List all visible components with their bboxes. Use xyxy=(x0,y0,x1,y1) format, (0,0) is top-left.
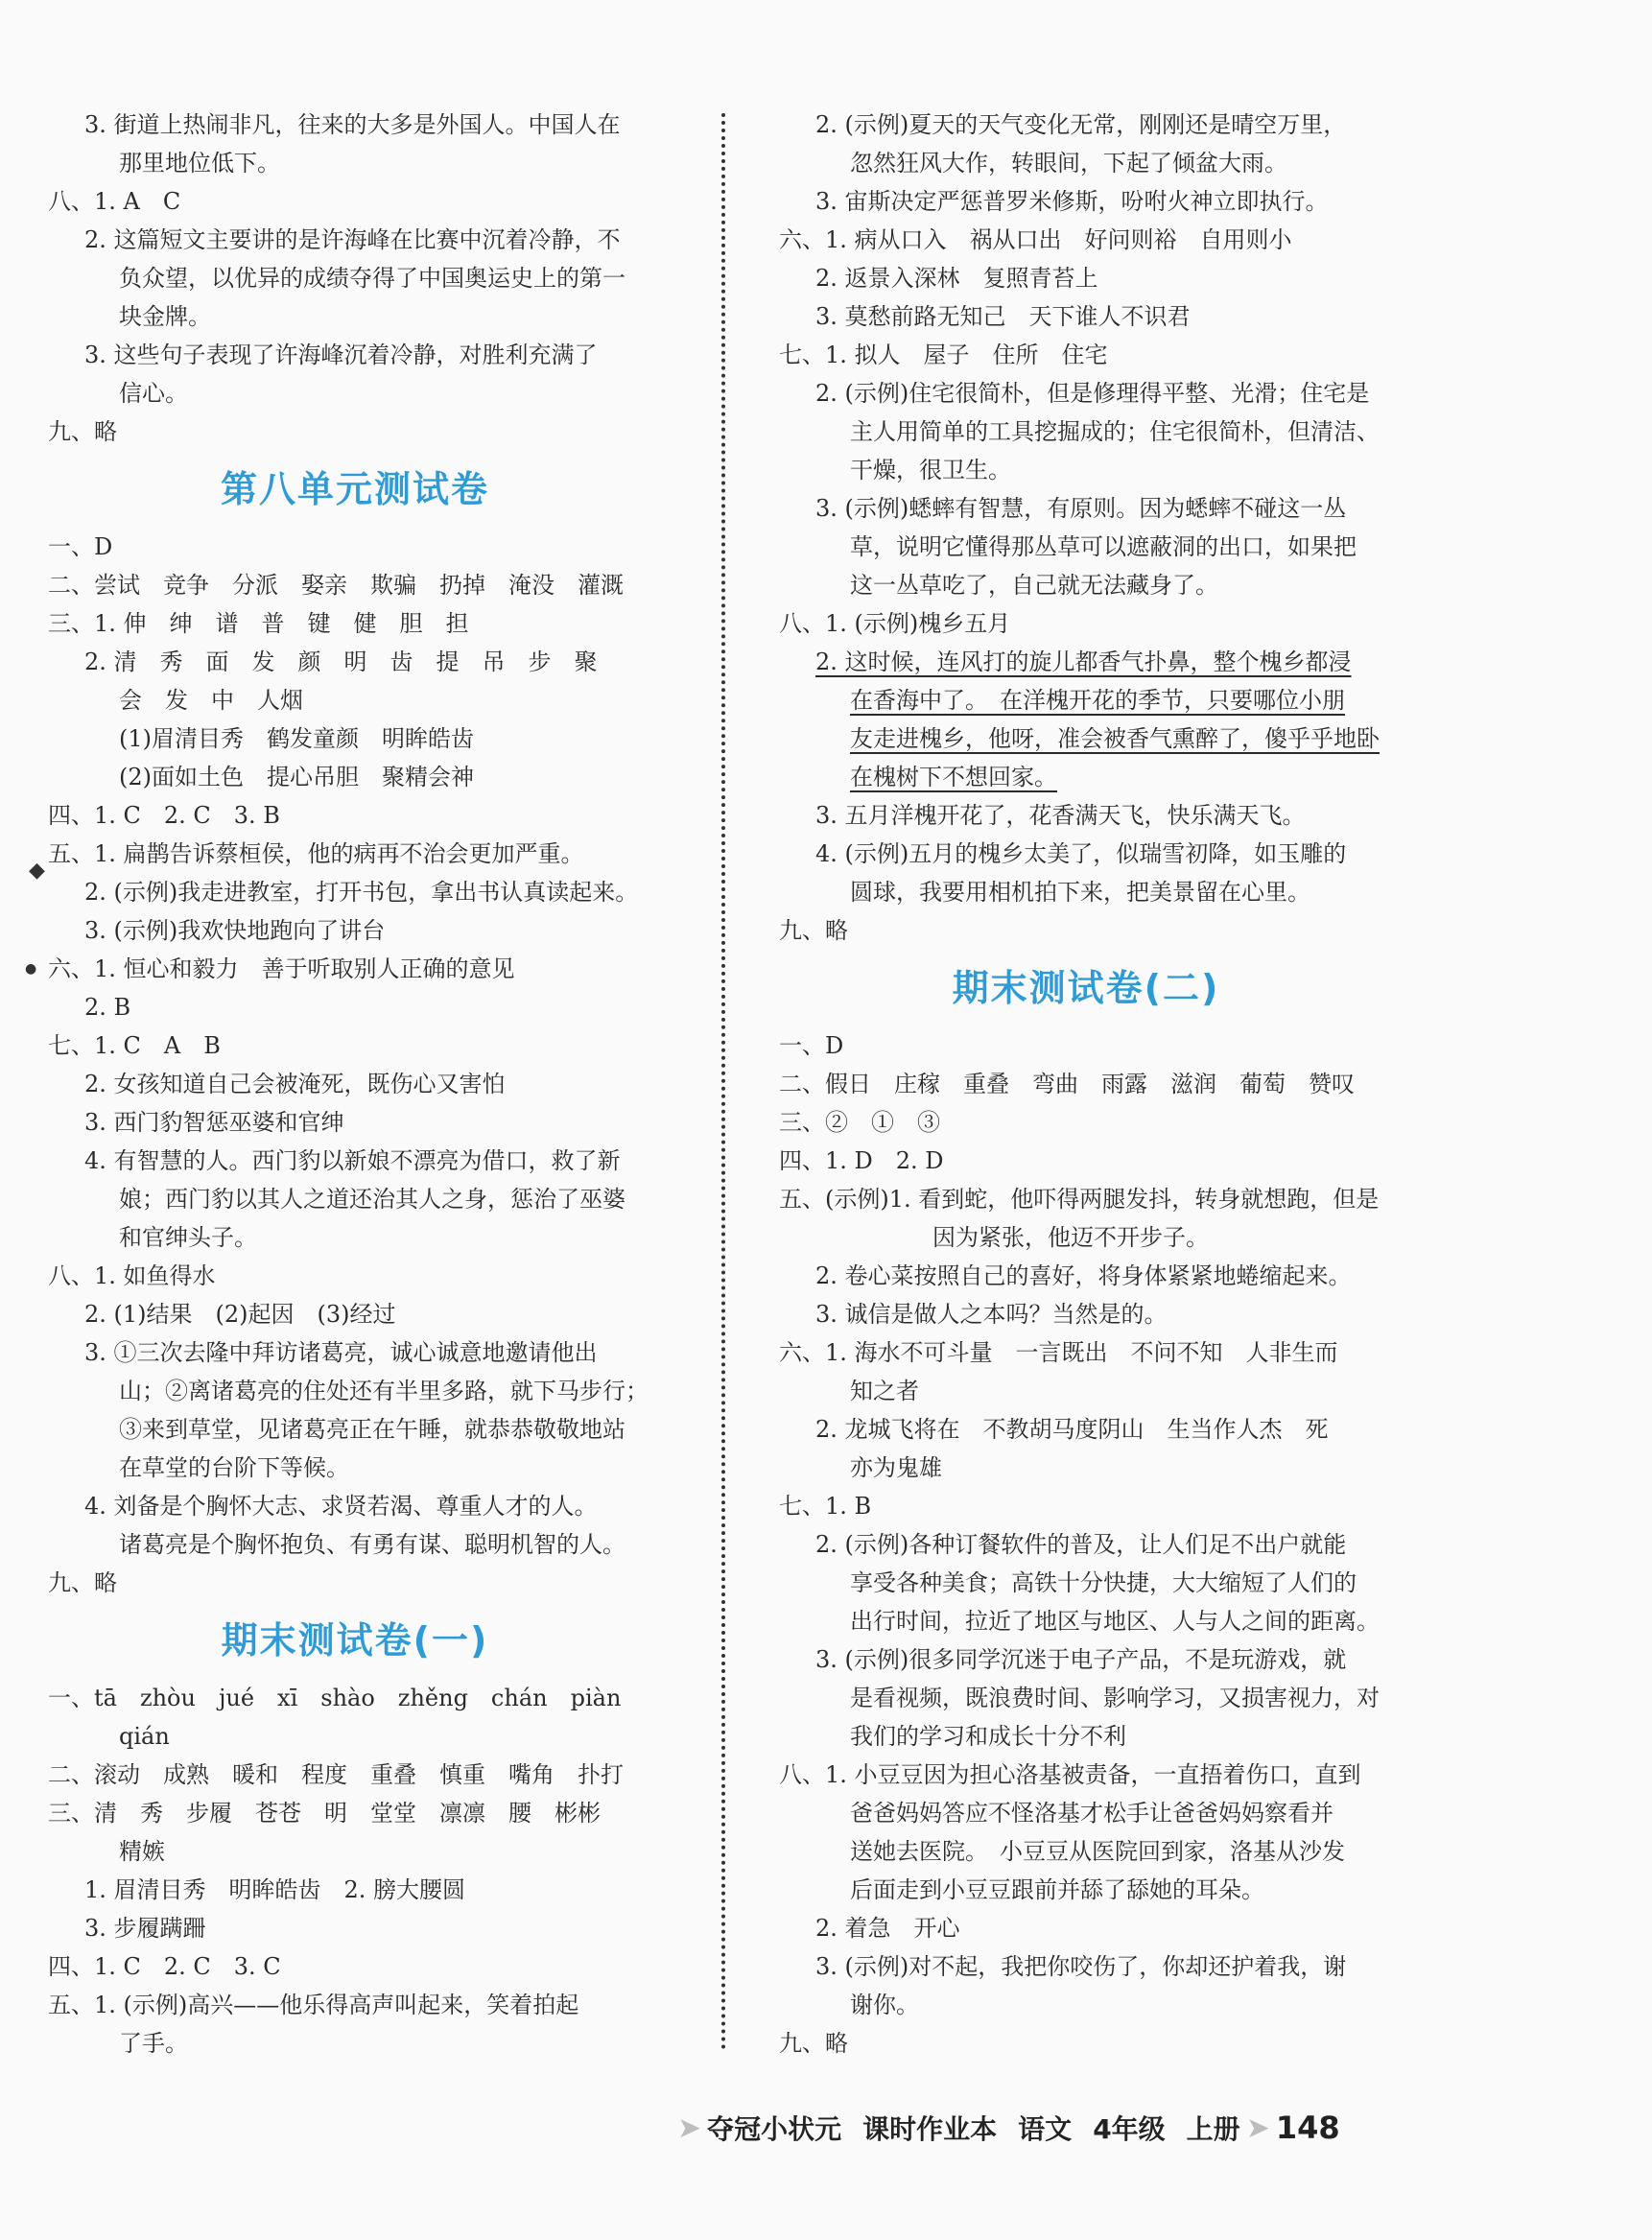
answer-line xyxy=(779,221,1393,259)
answer-line xyxy=(48,1487,662,1525)
answer-text: 2. (示例)夏天的天气变化无常，刚刚还是晴空万里， xyxy=(815,111,1347,138)
answer-text: 八、1. 小豆豆因为担心洛基被责备，一直捂着伤口，直到 xyxy=(779,1761,1361,1788)
answer-line xyxy=(779,1525,1393,1564)
answer-text: 二、尝试 竞争 分派 娶亲 欺骗 扔掉 淹没 灌溉 xyxy=(48,572,624,599)
answer-line xyxy=(48,950,662,988)
answer-line xyxy=(48,604,662,643)
answer-text: 2. 女孩知道自己会被淹死，既伤心又害怕 xyxy=(84,1071,506,1097)
answer-text: 出行时间，拉近了地区与地区、人与人之间的距离。 xyxy=(850,1608,1380,1635)
answer-text: 忽然狂风大作，转眼间，下起了倾盆大雨。 xyxy=(850,150,1287,177)
answer-text: 四、1. C 2. C 3. B xyxy=(48,802,280,829)
answer-text: 九、略 xyxy=(48,1569,117,1596)
answer-line xyxy=(48,566,662,604)
answer-text: 八、1. 如鱼得水 xyxy=(48,1262,216,1289)
answer-text: 3. (示例)蟋蟀有智慧，有原则。因为蟋蟀不碰这一丛 xyxy=(815,495,1347,522)
answer-line xyxy=(48,106,662,144)
answer-line xyxy=(779,911,1393,950)
answer-text: 2. B xyxy=(84,994,131,1021)
answer-text: 4. 刘备是个胸怀大志、求贤若渴、尊重人才的人。 xyxy=(84,1493,598,1520)
term: 上册 xyxy=(1186,2113,1240,2145)
answer-text: 九、略 xyxy=(779,917,848,944)
answer-line xyxy=(779,719,1393,758)
arrow-icon: ➤ xyxy=(1245,2110,1270,2145)
answer-text: 这一丛草吃了，自己就无法藏身了。 xyxy=(850,572,1218,599)
answer-text: 3. (示例)对不起，我把你咬伤了，你却还护着我，谢 xyxy=(815,1953,1347,1980)
answer-text: 2. 这时候，连风打的旋儿都香气扑鼻，整个槐乡都浸 xyxy=(815,648,1352,675)
right-column xyxy=(779,106,1393,2063)
answer-line xyxy=(779,451,1393,489)
answer-text: 二、假日 庄稼 重叠 弯曲 雨露 滋润 葡萄 赞叹 xyxy=(779,1071,1355,1097)
answer-text: 3. 诚信是做人之本吗？当然是的。 xyxy=(815,1301,1168,1328)
answer-line xyxy=(48,1026,662,1065)
answer-text: 六、1. 恒心和毅力 善于听取别人正确的意见 xyxy=(48,955,515,982)
answer-line xyxy=(48,1103,662,1142)
answer-line xyxy=(48,1947,662,1986)
answer-text: 2. 返景入深林 复照青苔上 xyxy=(815,265,1098,292)
book-name: 课时作业本 xyxy=(862,2113,998,2145)
arrow-icon: ➤ xyxy=(677,2110,702,2145)
answer-line xyxy=(48,643,662,681)
answer-line xyxy=(779,1410,1393,1449)
answer-text: 爸爸妈妈答应不怪洛基才松手让爸爸妈妈察看并 xyxy=(850,1800,1333,1827)
answer-text: 圆球，我要用相机拍下来，把美景留在心里。 xyxy=(850,879,1310,906)
answer-line xyxy=(779,604,1393,643)
answer-text: 负众望，以优异的成绩夺得了中国奥运史上的第一 xyxy=(119,265,625,292)
answer-line xyxy=(48,1832,662,1871)
answer-line xyxy=(779,1679,1393,1717)
answer-line xyxy=(779,1142,1393,1180)
answer-line xyxy=(48,911,662,950)
answer-text: 2. (示例)我走进教室，打开书包，拿出书认真读起来。 xyxy=(84,879,639,906)
answer-text: 3. (示例)很多同学沉迷于电子产品，不是玩游戏，就 xyxy=(815,1646,1347,1673)
answer-text: (1)眉清目秀 鹤发童颜 明眸皓齿 xyxy=(119,725,474,752)
answer-line xyxy=(779,1180,1393,1218)
answer-text: 信心。 xyxy=(119,380,188,407)
answer-text: 友走进槐乡，他呀，准会被香气熏醉了，傻乎乎地卧 xyxy=(850,725,1380,752)
answer-line xyxy=(779,259,1393,297)
answer-text: (2)面如土色 提心吊胆 聚精会神 xyxy=(119,764,474,790)
answer-line xyxy=(779,106,1393,144)
answer-text: 后面走到小豆豆跟前并舔了舔她的耳朵。 xyxy=(850,1876,1264,1903)
answer-line xyxy=(779,1487,1393,1525)
answer-text: 七、1. 拟人 屋子 住所 住宅 xyxy=(779,342,1108,368)
answer-line xyxy=(779,1640,1393,1679)
answer-line xyxy=(779,566,1393,604)
answer-text: 亦为鬼雄 xyxy=(850,1454,942,1481)
answer-line xyxy=(48,1871,662,1909)
answer-text: 3. 街道上热闹非凡，往来的大多是外国人。中国人在 xyxy=(84,111,621,138)
answer-text: 一、tā zhòu jué xī shào zhěng chán piàn xyxy=(48,1685,622,1711)
answer-line xyxy=(48,221,662,259)
answer-text: 二、滚动 成熟 暖和 程度 重叠 慎重 嘴角 扑打 xyxy=(48,1761,624,1788)
answer-line xyxy=(48,1065,662,1103)
answer-text: 3. (示例)我欢快地跑向了讲台 xyxy=(84,917,386,944)
answer-line xyxy=(48,182,662,221)
answer-line xyxy=(48,1333,662,1372)
answer-line xyxy=(779,2024,1393,2063)
answer-line xyxy=(48,528,662,566)
answer-text: 会 发 中 人烟 xyxy=(119,687,303,714)
answer-line xyxy=(48,1564,662,1602)
answer-text: 娘；西门豹以其人之道还治其人之身，惩治了巫婆 xyxy=(119,1186,625,1213)
answer-line xyxy=(48,1525,662,1564)
answer-text: 2. 龙城飞将在 不教胡马度阴山 生当作人杰 死 xyxy=(815,1416,1329,1443)
answer-line xyxy=(48,758,662,796)
answer-line xyxy=(779,297,1393,336)
answer-line xyxy=(48,681,662,719)
answer-text: 诸葛亮是个胸怀抱负、有勇有谋、聪明机智的人。 xyxy=(119,1531,625,1558)
answer-line xyxy=(779,1103,1393,1142)
column-divider xyxy=(721,113,725,2051)
answer-line xyxy=(48,1909,662,1947)
answer-line xyxy=(779,1756,1393,1794)
answer-text: 四、1. C 2. C 3. C xyxy=(48,1953,281,1980)
answer-text: 谢你。 xyxy=(850,1992,919,2018)
answer-line xyxy=(779,374,1393,413)
section-title: 第八单元测试卷 xyxy=(220,468,489,510)
answer-line xyxy=(779,489,1393,528)
grade: 4年级 xyxy=(1093,2113,1166,2145)
answer-text: 送她去医院。 小豆豆从医院回到家，洛基从沙发 xyxy=(850,1838,1345,1865)
subject: 语文 xyxy=(1018,2113,1073,2145)
answer-line xyxy=(779,1564,1393,1602)
answer-text: 3. 步履蹒跚 xyxy=(84,1915,206,1942)
answer-text: qián xyxy=(119,1723,170,1750)
answer-line xyxy=(779,1295,1393,1333)
answer-line xyxy=(48,297,662,336)
answer-text: 和官绅头子。 xyxy=(119,1224,257,1251)
answer-line xyxy=(48,1449,662,1487)
answer-text: 2. (示例)各种订餐软件的普及，让人们足不出户就能 xyxy=(815,1531,1347,1558)
answer-text: 山；②离诸葛亮的住处还有半里多路，就下马步行； xyxy=(119,1378,649,1404)
answer-line xyxy=(779,336,1393,374)
answer-line xyxy=(779,1909,1393,1947)
answer-line xyxy=(779,1832,1393,1871)
answer-line xyxy=(779,1986,1393,2024)
answer-line xyxy=(779,796,1393,835)
answer-line xyxy=(48,144,662,182)
answer-text: 2. (1)结果 (2)起因 (3)经过 xyxy=(84,1301,396,1328)
answer-text: 六、1. 海水不可斗量 一言既出 不问不知 人非生而 xyxy=(779,1339,1338,1366)
answer-text: ③来到草堂，见诸葛亮正在午睡，就恭恭敬敬地站 xyxy=(119,1416,625,1443)
answer-text: 草，说明它懂得那丛草可以遮蔽洞的出口，如果把 xyxy=(850,533,1357,560)
answer-text: 五、(示例)1. 看到蛇，他吓得两腿发抖，转身就想跑，但是 xyxy=(779,1186,1380,1213)
answer-line xyxy=(48,2024,662,2063)
answer-text: 主人用简单的工具挖掘成的；住宅很简朴，但清洁、 xyxy=(850,418,1380,445)
answer-text: 块金牌。 xyxy=(119,303,211,330)
answer-line xyxy=(779,1871,1393,1909)
answer-line xyxy=(779,1026,1393,1065)
answer-text: 在香海中了。 在洋槐开花的季节，只要哪位小朋 xyxy=(850,687,1345,714)
page-footer xyxy=(672,2109,1340,2147)
section-title: 期末测试卷(二) xyxy=(952,967,1220,1009)
answer-text: 五、1. 扁鹊告诉蔡桓侯，他的病再不治会更加严重。 xyxy=(48,840,584,867)
answer-line xyxy=(48,1142,662,1180)
answer-line xyxy=(779,1602,1393,1640)
answer-text: 2. 清 秀 面 发 颜 明 齿 提 吊 步 聚 xyxy=(84,648,598,675)
answer-text: 因为紧张，他迈不开步子。 xyxy=(932,1224,1209,1251)
answer-line xyxy=(48,1180,662,1218)
answer-text: 3. 五月洋槐开花了，花香满天飞，快乐满天飞。 xyxy=(815,802,1306,829)
answer-line xyxy=(48,1679,662,1717)
answer-line xyxy=(779,1717,1393,1756)
answer-text: 干燥，很卫生。 xyxy=(850,457,1011,483)
answer-text: 了手。 xyxy=(119,2030,188,2057)
answer-line xyxy=(48,719,662,758)
answer-line xyxy=(48,336,662,374)
answer-text: 九、略 xyxy=(48,418,117,445)
answer-line xyxy=(779,643,1393,681)
answer-text: 精嫉 xyxy=(119,1838,165,1865)
answer-text: 八、1. A C xyxy=(48,188,181,215)
answer-text: 知之者 xyxy=(850,1378,919,1404)
answer-text: 4. (示例)五月的槐乡太美了，似瑞雪初降，如玉雕的 xyxy=(815,840,1347,867)
answer-line xyxy=(779,182,1393,221)
answer-text: 2. (示例)住宅很简朴，但是修理得平整、光滑；住宅是 xyxy=(815,380,1370,407)
answer-text: 八、1. (示例)槐乡五月 xyxy=(779,610,1011,637)
section-title: 期末测试卷(一) xyxy=(221,1619,489,1662)
answer-text: 五、1. (示例)高兴——他乐得高声叫起来，笑着拍起 xyxy=(48,1992,579,2018)
answer-line xyxy=(779,681,1393,719)
answer-line xyxy=(48,374,662,413)
answer-text: 我们的学习和成长十分不利 xyxy=(850,1723,1126,1750)
answer-line xyxy=(779,413,1393,451)
answer-text: 3. ①三次去隆中拜访诸葛亮，诚心诚意地邀请他出 xyxy=(84,1339,598,1366)
answer-line xyxy=(48,259,662,297)
answer-line xyxy=(779,1947,1393,1986)
answer-line xyxy=(779,1218,1393,1257)
answer-text: 3. 西门豹智惩巫婆和官绅 xyxy=(84,1109,344,1136)
answer-line xyxy=(779,758,1393,796)
answer-text: 3. 莫愁前路无知己 天下谁人不识君 xyxy=(815,303,1191,330)
answer-text: 2. 着急 开心 xyxy=(815,1915,960,1942)
answer-line xyxy=(48,1295,662,1333)
answer-line xyxy=(779,1449,1393,1487)
answer-text: 一、D xyxy=(48,533,113,560)
answer-line xyxy=(48,1986,662,2024)
answer-text: 那里地位低下。 xyxy=(119,150,280,177)
answer-line xyxy=(48,413,662,451)
answer-line xyxy=(48,1794,662,1832)
page-number: 148 xyxy=(1275,2110,1340,2146)
answer-text: 一、D xyxy=(779,1032,844,1059)
answer-text: 三、清 秀 步履 苍苍 明 堂堂 凛凛 腰 彬彬 xyxy=(48,1800,601,1827)
answer-text: 3. 这些句子表现了许海峰沉着冷静，对胜利充满了 xyxy=(84,342,598,368)
answer-text: 在草堂的台阶下等候。 xyxy=(119,1454,349,1481)
answer-line xyxy=(779,1794,1393,1832)
answer-line xyxy=(779,1065,1393,1103)
answer-line xyxy=(779,873,1393,911)
answer-line xyxy=(48,1218,662,1257)
answer-text: 1. 眉清目秀 明眸皓齿 2. 膀大腰圆 xyxy=(84,1876,466,1903)
answer-text: 2. 卷心菜按照自己的喜好，将身体紧紧地蜷缩起来。 xyxy=(815,1262,1352,1289)
answer-line xyxy=(48,1717,662,1756)
answer-text: 六、1. 病从口入 祸从口出 好问则裕 自用则小 xyxy=(779,226,1292,253)
answer-text: 七、1. B xyxy=(779,1493,872,1520)
answer-text: 七、1. C A B xyxy=(48,1032,221,1059)
answer-line xyxy=(48,796,662,835)
answer-text: 三、② ① ③ xyxy=(779,1109,940,1136)
answer-text: 在槐树下不想回家。 xyxy=(850,764,1057,790)
answer-line xyxy=(779,1372,1393,1410)
answer-line xyxy=(779,835,1393,873)
answer-line xyxy=(779,144,1393,182)
margin-mark: ◆ xyxy=(29,859,45,883)
answer-line xyxy=(48,1257,662,1295)
answer-line xyxy=(48,873,662,911)
answer-line xyxy=(779,1333,1393,1372)
answer-line xyxy=(48,1410,662,1449)
brand-name: 夺冠小状元 xyxy=(707,2113,842,2145)
answer-text: 4. 有智慧的人。西门豹以新娘不漂亮为借口，救了新 xyxy=(84,1147,621,1174)
answer-line xyxy=(48,1372,662,1410)
left-column xyxy=(48,106,662,2063)
answer-line xyxy=(779,528,1393,566)
answer-line xyxy=(48,835,662,873)
answer-text: 是看视频，既浪费时间、影响学习，又损害视力，对 xyxy=(850,1685,1380,1711)
margin-mark: ● xyxy=(25,961,37,977)
answer-text: 九、略 xyxy=(779,2030,848,2057)
answer-line xyxy=(48,1756,662,1794)
answer-text: 3. 宙斯决定严惩普罗米修斯，吩咐火神立即执行。 xyxy=(815,188,1329,215)
answer-text: 四、1. D 2. D xyxy=(779,1147,944,1174)
answer-text: 享受各种美食；高铁十分快捷，大大缩短了人们的 xyxy=(850,1569,1357,1596)
answer-line xyxy=(779,1257,1393,1295)
answer-text: 三、1. 伸 绅 谱 普 键 健 胆 担 xyxy=(48,610,469,637)
answer-line xyxy=(48,988,662,1026)
answer-text: 2. 这篇短文主要讲的是许海峰在比赛中沉着冷静，不 xyxy=(84,226,621,253)
